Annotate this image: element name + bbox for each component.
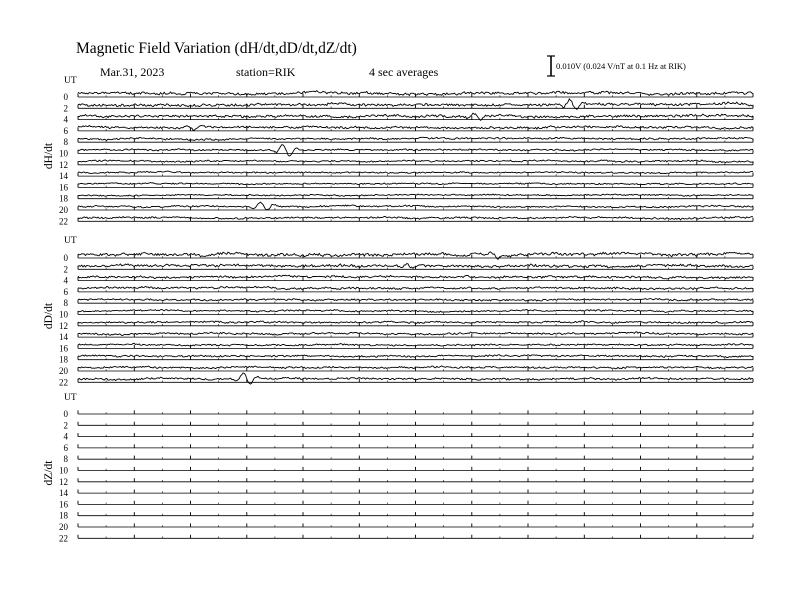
station-label: station=RIK — [236, 65, 296, 79]
hour-label-dh-dt-12: 12 — [59, 159, 68, 170]
ylabel-dh-dt: dH/dt — [43, 142, 55, 170]
hour-label-dh-dt-18: 18 — [59, 193, 68, 204]
hour-label-dh-dt-20: 20 — [59, 205, 68, 215]
date-label: Mar.31, 2023 — [100, 65, 165, 79]
hour-label-dz-dt-12: 12 — [59, 476, 68, 487]
hour-label-dz-dt-10: 10 — [59, 465, 68, 476]
hour-label-dd-dt-14: 14 — [59, 332, 68, 343]
hour-label-dh-dt-14: 14 — [59, 171, 68, 182]
hour-label-dh-dt-16: 16 — [59, 182, 68, 193]
hour-label-dh-dt-10: 10 — [59, 148, 68, 159]
hour-label-dz-dt-20: 20 — [59, 522, 68, 532]
hour-label-dz-dt-14: 14 — [59, 488, 68, 499]
hour-label-dz-dt-4: 4 — [63, 431, 68, 442]
hour-label-dh-dt-6: 6 — [63, 125, 68, 136]
hour-label-dz-dt-8: 8 — [63, 454, 68, 465]
figure-title: Magnetic Field Variation (dH/dt,dD/dt,dZ/dt) — [76, 40, 357, 57]
ut-label-dd: UT — [64, 236, 77, 246]
hour-label-dd-dt-4: 4 — [63, 275, 68, 286]
hour-label-dd-dt-18: 18 — [59, 354, 68, 365]
hour-label-dh-dt-8: 8 — [63, 137, 68, 148]
scale-bar-label: 0.010V (0.024 V/nT at 0.1 Hz at RIK) — [556, 61, 686, 71]
hour-label-dd-dt-6: 6 — [63, 286, 68, 297]
hour-label-dd-dt-22: 22 — [59, 377, 68, 388]
panel-dz-dt — [43, 393, 753, 543]
trace-dh-dt-16 — [78, 183, 753, 185]
averaging-label: 4 sec averages — [369, 65, 439, 79]
hour-label-dz-dt-2: 2 — [63, 420, 68, 431]
hour-label-dz-dt-18: 18 — [59, 510, 68, 521]
hour-label-dd-dt-10: 10 — [59, 309, 68, 320]
panel-dh-dt — [43, 76, 753, 226]
hour-label-dz-dt-0: 0 — [63, 409, 68, 419]
hour-label-dh-dt-22: 22 — [59, 216, 68, 227]
hour-label-dh-dt-0: 0 — [63, 92, 68, 102]
ut-label-dh: UT — [64, 76, 77, 86]
hour-label-dz-dt-22: 22 — [59, 533, 68, 544]
ylabel-dz-dt: dZ/dt — [43, 460, 55, 486]
ut-label-dz: UT — [64, 393, 77, 403]
hour-label-dz-dt-6: 6 — [63, 442, 68, 453]
hour-label-dd-dt-0: 0 — [63, 253, 68, 263]
hour-label-dd-dt-2: 2 — [63, 264, 68, 275]
ylabel-dd-dt: dD/dt — [43, 302, 55, 330]
hour-label-dd-dt-8: 8 — [63, 298, 68, 309]
hour-label-dh-dt-4: 4 — [63, 114, 68, 125]
hour-label-dd-dt-16: 16 — [59, 343, 68, 354]
hour-label-dh-dt-2: 2 — [63, 103, 68, 114]
panel-dd-dt — [43, 236, 753, 387]
trace-dh-dt-0 — [78, 91, 753, 96]
hour-label-dd-dt-20: 20 — [59, 366, 68, 376]
scale-bar — [547, 56, 686, 76]
trace-dd-dt-12 — [78, 321, 753, 324]
trace-dd-dt-16 — [78, 343, 753, 346]
hour-label-dz-dt-16: 16 — [59, 499, 68, 510]
hour-label-dd-dt-12: 12 — [59, 320, 68, 331]
